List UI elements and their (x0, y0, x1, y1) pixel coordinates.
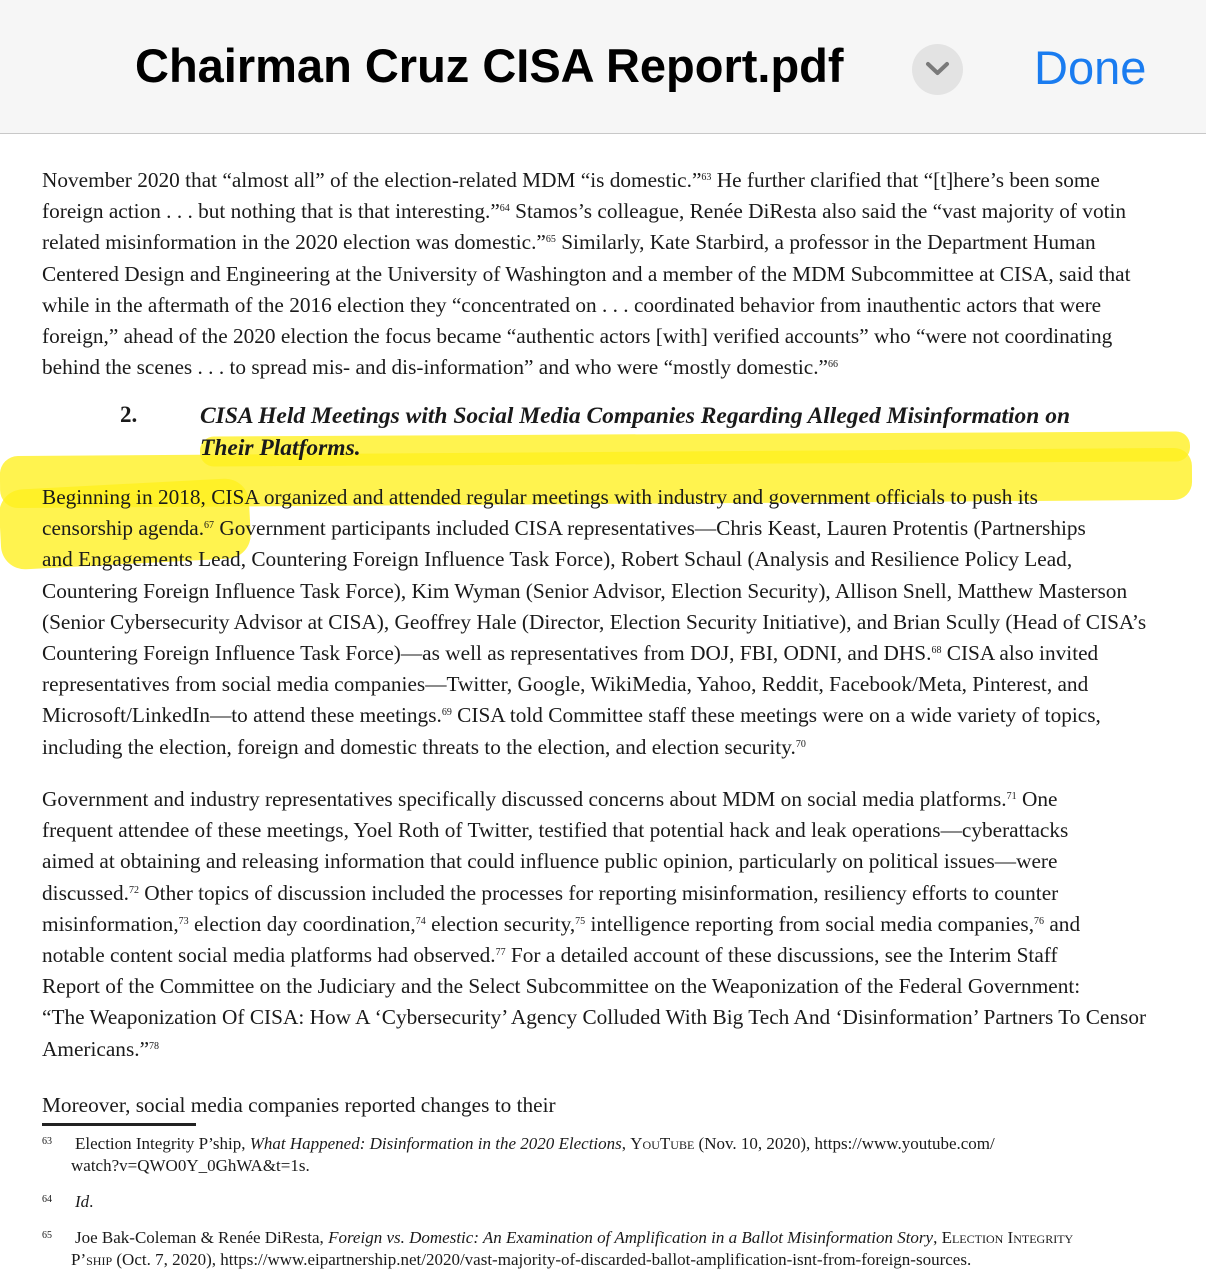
paragraph-4-text: Moreover, social media companies reported changes to their (42, 1093, 556, 1117)
section-number: 2. (120, 402, 138, 427)
text-line: Countering Foreign Influence Task Force), Kim Wyman (Senior Advisor, Election Security), Allison Snell, Matthew Masterson (42, 578, 1128, 603)
footnote-link[interactable]: (Oct. 7, 2020), https://www.eipartnership.net/2020/vast-majority-of-discarded-ballot-amplification-isnt-from-foreign-sources. (112, 1250, 972, 1269)
paragraph-4 (42, 1090, 556, 1121)
footnote-ref[interactable]: 67 (204, 520, 215, 532)
footnote-ref[interactable]: 69 (441, 707, 452, 719)
text-line: including the election, foreign and domestic threats to the election, and election security.$^{70}$ (42, 734, 806, 759)
text-line: and Engagements Lead, Countering Foreign Influence Task Force), Robert Schaul (Analysis and Resilience Policy Lead, (42, 547, 1073, 572)
text-line: discussed.$^{72}$ Other topics of discussion included the processes for reporting misinformation, resiliency efforts to counter (42, 880, 1059, 905)
footnote-ref[interactable]: 76 (1034, 915, 1045, 927)
document-title-bar (0, 0, 1206, 134)
chevron-down-icon (925, 60, 950, 78)
paragraph-3 (42, 784, 1146, 1065)
pdf-page: November 2020 that “almost all” of the election-related MDM “is domestic.”$^{63}$ He further clarified that “[t]here’s been some foreign action . . . but nothing that is that interesting.”$^{64}$ Stamos’s colleague, Renée DiResta also said the “vast majority of votin related misinformation in the 2020 election was domestic.”$^{65}$ Similarly, Kate Starbird, a professor in the Department Human Centered Design and Engineering at the University of Washington and a member of the MDM Subcommittee at CISA, said that while in the aftermath of the 2016 election they “concentrated on . . . coordinated behavior from inauthentic actors that were foreign,” ahead of the 2020 election the focus became “authentic actors [with] verified accounts” who “were not coordinating behind the scenes . . . to spread mis- and dis-information” and who were “mostly domestic.”$^{66}$ 2. CISA Held Meetings with Social Media Companies Regarding Alleged Misinformation on Their Platforms. Beginning in 2018, CISA organized and attended regular meetings with industry and government officials to push its censorship agenda.$^{67}$ Government participants included CISA representatives—Chris Keast, Lauren Protentis (Partnerships and Engagements Lead, Countering Foreign Influence Task Force), Robert Schaul (Analysis and Resilience Policy Lead, Countering Foreign Influence Task Force), Kim Wyman (Senior Advisor, Election Security), Allison Snell, Matthew Masterson (Senior Cybersecurity Advisor at CISA), Geoffrey Hale (Director, Election Security Initiative), and Brian Scully (Head of CISA’s Countering Foreign Influence Task Force)—as well as representatives from DOJ, FBI, ODNI, and DHS.$^{68}$ CISA also invited representatives from social media companies—Twitter, Google, WikiMedia, Yahoo, Reddit, Facebook/Meta, Pinterest, and Microsoft/LinkedIn—to attend these meetings.$^{69}$ CISA told Committee staff these meetings were on a wide variety of topics, including the election, foreign and domestic threats to the election, and election security.$^{70}$ Government and industry representatives specifically discussed concerns about MDM on social media platforms.$^{71}$ One frequent attendee of these meetings, Yoel Roth of Twitter, testified that potential hack and leak operations—cyberattacks aimed at obtaining and releasing information that could influence public opinion, particularly on political issues—were discussed.$^{72}$ Other topics of discussion included the processes for reporting misinformation, resiliency efforts to counter misinformation,$^{73}$ election day coordination,$^{74}$ election security,$^{75}$ intelligence reporting from social media companies,$^{76}$ and notable content social media platforms had observed.$^{77}$ For a detailed account of these discussions, see the Interim Staff Report of the Committee on the Judiciary and the Select Subcommittee on the Weaponization of the Federal Government: “The Weaponization Of CISA: How A ‘Cybersecurity’ Agency Colluded With Big Tech And ‘Disinformation’ Partners To Censor Americans.”$^{78}$ Moreover, social media companies reported changes to their 63 Election Integrity P’ship, What Happened: Disinformation in the 2020 Elections, YouTube (Nov. 10, 2020), https://www.youtube.com/ watch?v=QWO0Y_0GhWA&t=1s. 64 Id. 65 Joe Bak-Coleman & Renée DiResta, Foreign vs. Domestic: An Examination of Amplification in a Ballot Misinformation Story, Election Integrity P’ship (Oct. 7, 2020), https://www.eipartnership.net/2020/vast-majority-of-discarded-ballot-amplification-isnt-from-foreign-sources. (0, 134, 1206, 1270)
text-line: notable content social media platforms had observed.$^{77}$ For a detailed account of these discussions, see the Interim Staff (42, 942, 1058, 967)
text-line: foreign,” ahead of the 2020 election the focus became “authentic actors [with] verified accounts” who “were not coordinating (42, 323, 1113, 348)
footnote-divider (42, 1123, 196, 1126)
section-heading-line-2: Their Platforms. (200, 435, 361, 461)
footnote-number: 64 (42, 1194, 52, 1205)
text-line: (Senior Cybersecurity Advisor at CISA), Geoffrey Hale (Director, Election Security Initiative), and Brian Scully (Head of CISA’s (42, 609, 1147, 634)
footnote-ref[interactable]: 64 (499, 203, 510, 215)
footnote-ref[interactable]: 71 (1006, 791, 1017, 802)
section-heading (200, 400, 1070, 464)
footnote-number: 63 (42, 1136, 52, 1147)
text-line: Beginning in 2018, CISA organized and attended regular meetings with industry and government officials to push its (42, 485, 1038, 509)
text-line: “The Weaponization Of CISA: How A ‘Cybersecurity’ Agency Colluded With Big Tech And ‘Disinformation’ Partners To Censor (42, 1005, 1147, 1030)
text-line: representatives from social media companies—Twitter, Google, WikiMedia, Yahoo, Reddit, Facebook/Meta, Pinterest, and (42, 672, 1089, 697)
footnote-link[interactable]: watch?v=QWO0Y_0GhWA&t=1s. (71, 1156, 310, 1175)
title-menu-button[interactable] (912, 44, 963, 95)
document-title[interactable]: Chairman Cruz CISA Report.pdf (135, 39, 844, 92)
paragraph-2 (42, 482, 1146, 763)
footnote-link[interactable]: (Nov. 10, 2020), https://www.youtube.com/ (694, 1134, 995, 1153)
section-heading-line-1: CISA Held Meetings with Social Media Companies Regarding Alleged Misinformation on (200, 403, 1071, 429)
footnote-ref[interactable]: 74 (415, 915, 426, 927)
footnote-ref[interactable]: 73 (178, 915, 189, 927)
footnote-ref[interactable]: 72 (128, 884, 139, 896)
text-line: behind the scenes . . . to spread mis- and dis-information” and who were “mostly domestic.”$^{66}$ (42, 355, 839, 380)
footnote-ref[interactable]: 75 (575, 915, 586, 927)
paragraph-1 (42, 165, 1131, 383)
text-line: Report of the Committee on the Judiciary and the Select Subcommittee on the Weaponization of the Federal Government: (42, 974, 1081, 999)
done-button[interactable]: Done (1034, 41, 1147, 94)
text-line: related misinformation in the 2020 election was domestic.”$^{65}$ Similarly, Kate Starbird, a professor in the Department Human (42, 230, 1096, 255)
text-line: Centered Design and Engineering at the University of Washington and a member of the MDM Subcommittee at CISA, said that (42, 261, 1131, 286)
text-line: foreign action . . . but nothing that is that interesting.”$^{64}$ Stamos’s colleague, Renée DiResta also said the “vast majority of votin (42, 199, 1127, 224)
text-line: Government and industry representatives specifically discussed concerns about MDM on social media platforms.$^{71}$ One (42, 787, 1058, 811)
text-line: November 2020 that “almost all” of the election-related MDM “is domestic.”$^{63}$ He further clarified that “[t]here’s been some (42, 168, 1100, 192)
footnote-ref[interactable]: 78 (149, 1040, 160, 1052)
text-line: frequent attendee of these meetings, Yoel Roth of Twitter, testified that potential hack and leak operations—cyberattacks (42, 818, 1069, 843)
footnote-ref[interactable]: 65 (545, 234, 556, 246)
text-line: Microsoft/LinkedIn—to attend these meetings.$^{69}$ CISA told Committee staff these meetings were on a wide variety of topics, (42, 703, 1101, 728)
text-line: Americans.”$^{78}$ (42, 1036, 160, 1061)
text-line: while in the aftermath of the 2016 election they “concentrated on . . . coordinated behavior from inauthentic actors that were (42, 292, 1102, 317)
footnote-ref[interactable]: 68 (931, 644, 942, 656)
text-line: censorship agenda.$^{67}$ Government participants included CISA representatives—Chris Keast, Lauren Protentis (Partnerships (42, 516, 1086, 541)
footnote-number: 65 (42, 1230, 52, 1241)
footnote-ref[interactable]: 70 (795, 738, 806, 750)
footnote-ref[interactable]: 77 (495, 946, 506, 958)
text-line: misinformation,$^{73}$ election day coordination,$^{74}$ election security,$^{75}$ intelligence reporting from social media companies,$^{76}$ and (42, 911, 1081, 936)
footnote-ref[interactable]: 66 (828, 359, 839, 371)
text-line: aimed at obtaining and releasing information that could influence public opinion, particularly on political issues—were (42, 849, 1058, 874)
text-line: Countering Foreign Influence Task Force)—as well as representatives from DOJ, FBI, ODNI, and DHS.$^{68}$ CISA also invited (42, 640, 1099, 665)
footnote-ref[interactable]: 63 (701, 172, 712, 183)
